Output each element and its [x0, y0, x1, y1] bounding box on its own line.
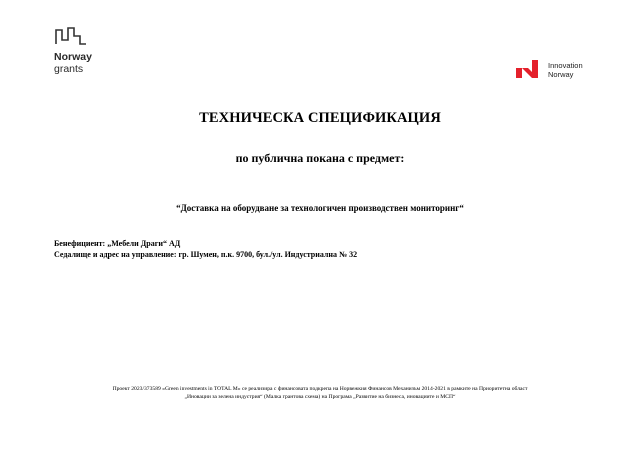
norway-grants-logo [52, 26, 112, 82]
innovation-norway-mark-icon [514, 58, 542, 80]
innovation-norway-line1: Innovation [548, 61, 583, 70]
footer-line2: „Иновации за зелена индустрия“ (Малка грантова схема) на Програма „Развитие на бизнеса, иновациите и МСП“ [184, 394, 456, 400]
project-footer [30, 385, 610, 401]
innovation-norway-line2: Norway [548, 70, 574, 79]
norway-grants-line1: Norway [54, 51, 92, 63]
address-line: Седалище и адрес на управление: гр. Шумен, п.к. 9700, бул./ул. Индустриална № 32 [54, 250, 358, 259]
document-title: ТЕХНИЧЕСКА СПЕЦИФИКАЦИЯ [199, 110, 441, 126]
norway-grants-line2: grants [54, 63, 84, 75]
beneficiary-line: Бенефициент: „Мебели Драги“ АД [54, 239, 181, 248]
footer-line1: Проект 2023/373589 «Green investments in TOTAL M» се реализира с финансовата подкрепа на Норвежкия Финансов Механизъм 2014-2021 в рамките на Приоритетна област [112, 386, 528, 392]
procurement-subject: “Доставка на оборудване за технологичен производствен мониторинг“ [176, 203, 464, 213]
document-subtitle: по публична покана с предмет: [235, 151, 405, 165]
innovation-norway-logo [514, 58, 604, 82]
beneficiary-block [54, 238, 357, 260]
norway-grants-mark-icon [54, 26, 88, 46]
